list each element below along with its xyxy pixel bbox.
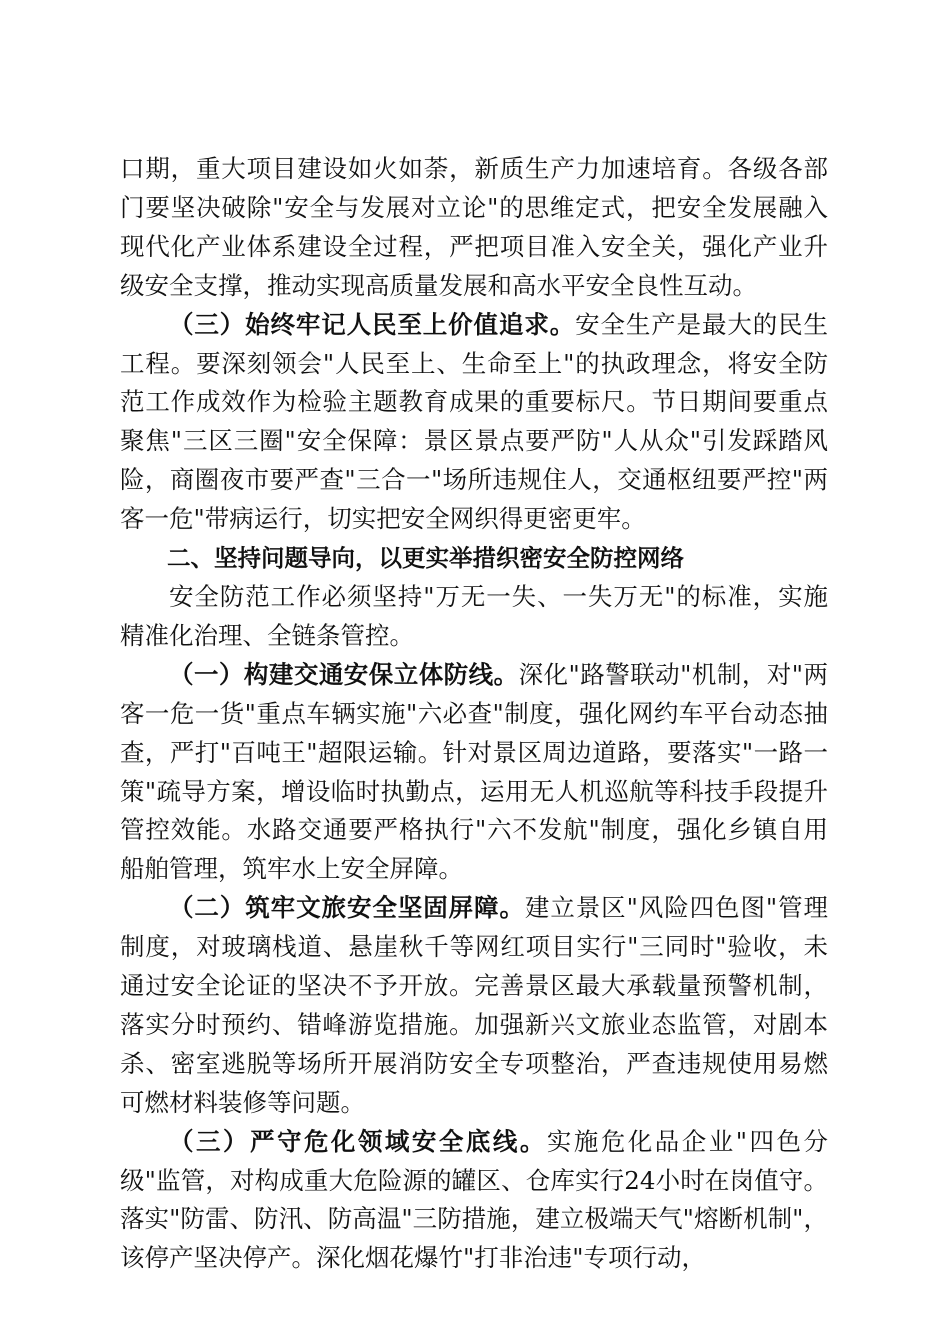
paragraph-text: 安全生产是最大的民生工程。要深刻领会"人民至上、生命至上"的执政理念，将安全防范工作成效作为检验主题教育成果的重要标尺。节日期间要重点聚焦"三区三圈"安全保障：景区景点要严防"人从众"引发踩踏风险，商圈夜市要严查"三合一"场所违规住人，交通枢纽要严控"两客一危"带病运行，切实把安全网织得更密更牢。 bbox=[120, 309, 828, 534]
paragraph-hazmat-baseline bbox=[120, 1123, 828, 1279]
paragraph-tourism-barrier bbox=[120, 889, 828, 1122]
paragraph-section-intro bbox=[120, 578, 828, 656]
paragraph-text: 安全防范工作必须坚持"万无一失、一失万无"的标准，实施精准化治理、全链条管控。 bbox=[120, 581, 828, 650]
paragraph-text: 深化"路警联动"机制，对"两客一危一货"重点车辆实施"六必查"制度，强化网约车平台动态抽查，严打"百吨王"超限运输。针对景区周边道路，要落实"一路一策"疏导方案，增设临时执勤点，运用无人机巡航等科技手段提升管控效能。水路交通要严格执行"六不发航"制度，强化乡镇自用船舶管理，筑牢水上安全屏障。 bbox=[120, 659, 828, 884]
paragraph-continuation bbox=[120, 150, 828, 306]
paragraph-lead: （一）构建交通安保立体防线。 bbox=[169, 659, 519, 689]
paragraph-people-first bbox=[120, 306, 828, 539]
paragraph-traffic-defense bbox=[120, 656, 828, 889]
section-heading: 二、坚持问题导向，以更实举措织密安全防控网络 bbox=[167, 544, 684, 573]
paragraph-lead: （三）严守危化领域安全底线。 bbox=[169, 1126, 547, 1156]
paragraph-lead: （三）始终牢记人民至上价值追求。 bbox=[169, 309, 576, 339]
paragraph-text: 口期，重大项目建设如火如荼，新质生产力加速培育。各级各部门要坚决破除"安全与发展对立论"的思维定式，把安全发展融入现代化产业体系建设全过程，严把项目准入安全关，强化产业升级安全支撑，推动实现高质量发展和高水平安全良性互动。 bbox=[120, 154, 828, 300]
paragraph-text: 实施危化品企业"四色分级"监管，对构成重大危险源的罐区、仓库实行24小时在岗值守。落实"防雷、防汛、防高温"三防措施，建立极端天气"熔断机制"，该停产坚决停产。深化烟花爆竹"打非治违"专项行动， bbox=[120, 1126, 828, 1273]
paragraph-text: 建立景区"风险四色图"管理制度，对玻璃栈道、悬崖秋千等网红项目实行"三同时"验收，未通过安全论证的坚决不予开放。完善景区最大承载量预警机制，落实分时预约、错峰游览措施。加强新兴文旅业态监管，对剧本杀、密室逃脱等场所开展消防安全专项整治，严查违规使用易燃可燃材料装修等问题。 bbox=[120, 893, 828, 1117]
paragraph-lead: （二）筑牢文旅安全坚固屏障。 bbox=[169, 893, 525, 923]
document-page bbox=[120, 150, 828, 1278]
